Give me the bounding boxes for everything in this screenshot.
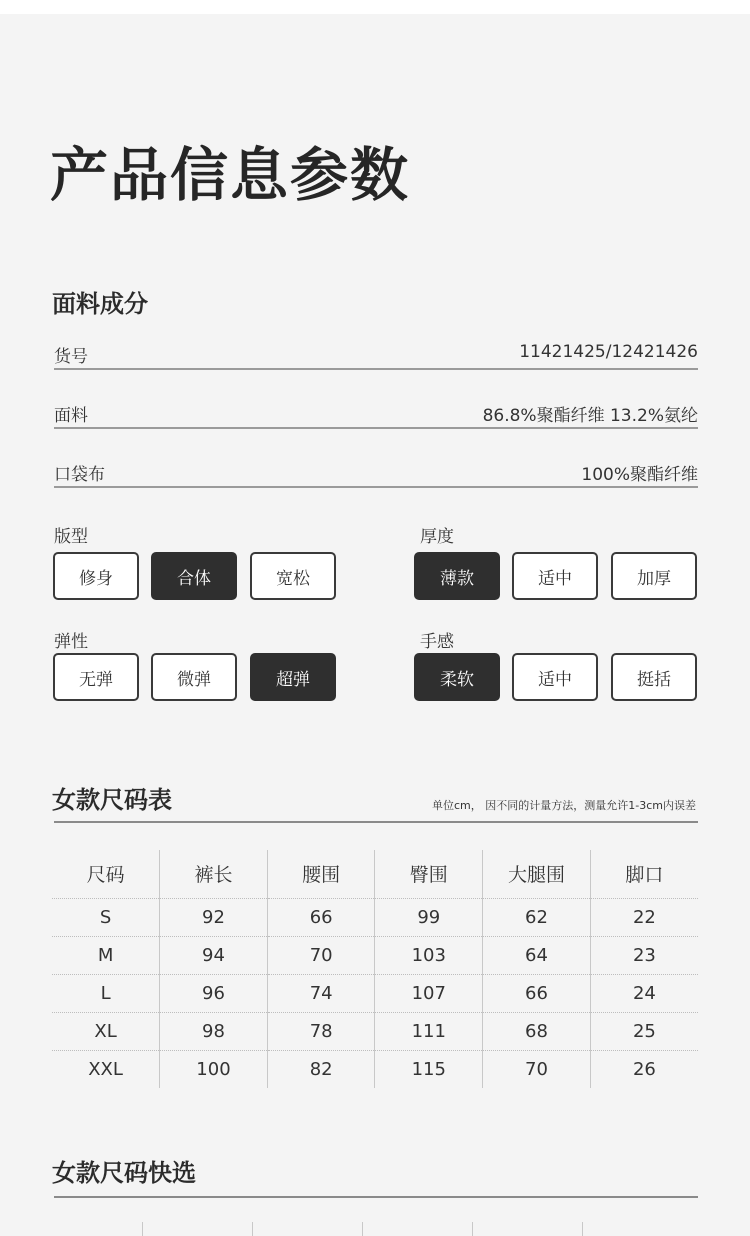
table-cell: 66 [483, 974, 591, 1012]
quick-select-column-line [582, 1222, 583, 1236]
table-row [52, 974, 698, 1012]
table-cell: M [52, 936, 160, 974]
table-cell: L [52, 974, 160, 1012]
quick-select-column-line [142, 1222, 143, 1236]
elasticity-option-none[interactable]: 无弹 [53, 653, 139, 701]
table-cell: 25 [590, 1012, 698, 1050]
feel-option-crisp[interactable]: 挺括 [611, 653, 697, 701]
table-row [52, 936, 698, 974]
table-cell: 92 [160, 898, 268, 936]
table-cell: 64 [483, 936, 591, 974]
table-cell: 66 [267, 898, 375, 936]
elasticity-option-slight[interactable]: 微弹 [151, 653, 237, 701]
column-header: 裤长 [160, 850, 268, 898]
fit-option-slim[interactable]: 修身 [53, 552, 139, 600]
table-cell: 82 [267, 1050, 375, 1088]
info-key: 面料 [54, 406, 88, 426]
table-cell: 103 [375, 936, 483, 974]
info-key: 口袋布 [54, 465, 105, 485]
table-cell: 24 [590, 974, 698, 1012]
info-value: 86.8%聚酯纤维 13.2%氨纶 [482, 406, 698, 426]
feel-option-medium[interactable]: 适中 [512, 653, 598, 701]
info-row-fabric [54, 399, 698, 429]
table-cell: 70 [267, 936, 375, 974]
table-cell: 98 [160, 1012, 268, 1050]
info-row-item-number [54, 340, 698, 370]
feel-option-soft[interactable]: 柔软 [414, 653, 500, 701]
table-cell: 74 [267, 974, 375, 1012]
thickness-label: 厚度 [420, 527, 454, 547]
table-cell: 26 [590, 1050, 698, 1088]
quick-select-column-line [362, 1222, 363, 1236]
column-header: 臀围 [375, 850, 483, 898]
quick-select-title: 女款尺码快选 [52, 1159, 196, 1187]
fit-label: 版型 [54, 527, 88, 547]
page-title: 产品信息参数 [50, 141, 411, 209]
table-row [52, 1050, 698, 1088]
table-cell: 111 [375, 1012, 483, 1050]
table-cell: 100 [160, 1050, 268, 1088]
size-table [52, 850, 698, 1088]
table-cell: 22 [590, 898, 698, 936]
table-cell: 68 [483, 1012, 591, 1050]
table-cell: 62 [483, 898, 591, 936]
table-cell: 96 [160, 974, 268, 1012]
info-key: 货号 [54, 347, 88, 367]
table-cell: XL [52, 1012, 160, 1050]
column-header: 腰围 [267, 850, 375, 898]
column-header: 尺码 [52, 850, 160, 898]
quick-select-divider [54, 1196, 698, 1198]
table-cell: 99 [375, 898, 483, 936]
table-cell: 78 [267, 1012, 375, 1050]
column-header: 大腿围 [483, 850, 591, 898]
size-chart-title: 女款尺码表 [52, 786, 172, 814]
thickness-option-thick[interactable]: 加厚 [611, 552, 697, 600]
table-cell: 23 [590, 936, 698, 974]
column-header: 脚口 [590, 850, 698, 898]
table-cell: 115 [375, 1050, 483, 1088]
table-header-row [52, 850, 698, 898]
fit-option-regular[interactable]: 合体 [151, 552, 237, 600]
table-cell: 94 [160, 936, 268, 974]
unit-note: 单位cm， 因不同的计量方法，测量允许1-3cm内误差 [432, 799, 696, 812]
fit-option-loose[interactable]: 宽松 [250, 552, 336, 600]
table-cell: S [52, 898, 160, 936]
fabric-section-title: 面料成分 [52, 290, 148, 318]
table-cell: XXL [88, 1058, 123, 1080]
table-row [52, 1012, 698, 1050]
info-value: 100%聚酯纤维 [581, 465, 698, 485]
elasticity-option-super[interactable]: 超弹 [250, 653, 336, 701]
table-cell: 107 [375, 974, 483, 1012]
feel-label: 手感 [420, 632, 454, 652]
size-chart-divider [54, 821, 698, 823]
quick-select-column-line [252, 1222, 253, 1236]
table-cell: 70 [483, 1050, 591, 1088]
info-value: 11421425/12421426 [519, 342, 698, 362]
info-row-pocket-lining [54, 458, 698, 488]
table-row [52, 898, 698, 936]
elasticity-label: 弹性 [54, 632, 88, 652]
quick-select-column-line [472, 1222, 473, 1236]
thickness-option-medium[interactable]: 适中 [512, 552, 598, 600]
thickness-option-thin[interactable]: 薄款 [414, 552, 500, 600]
